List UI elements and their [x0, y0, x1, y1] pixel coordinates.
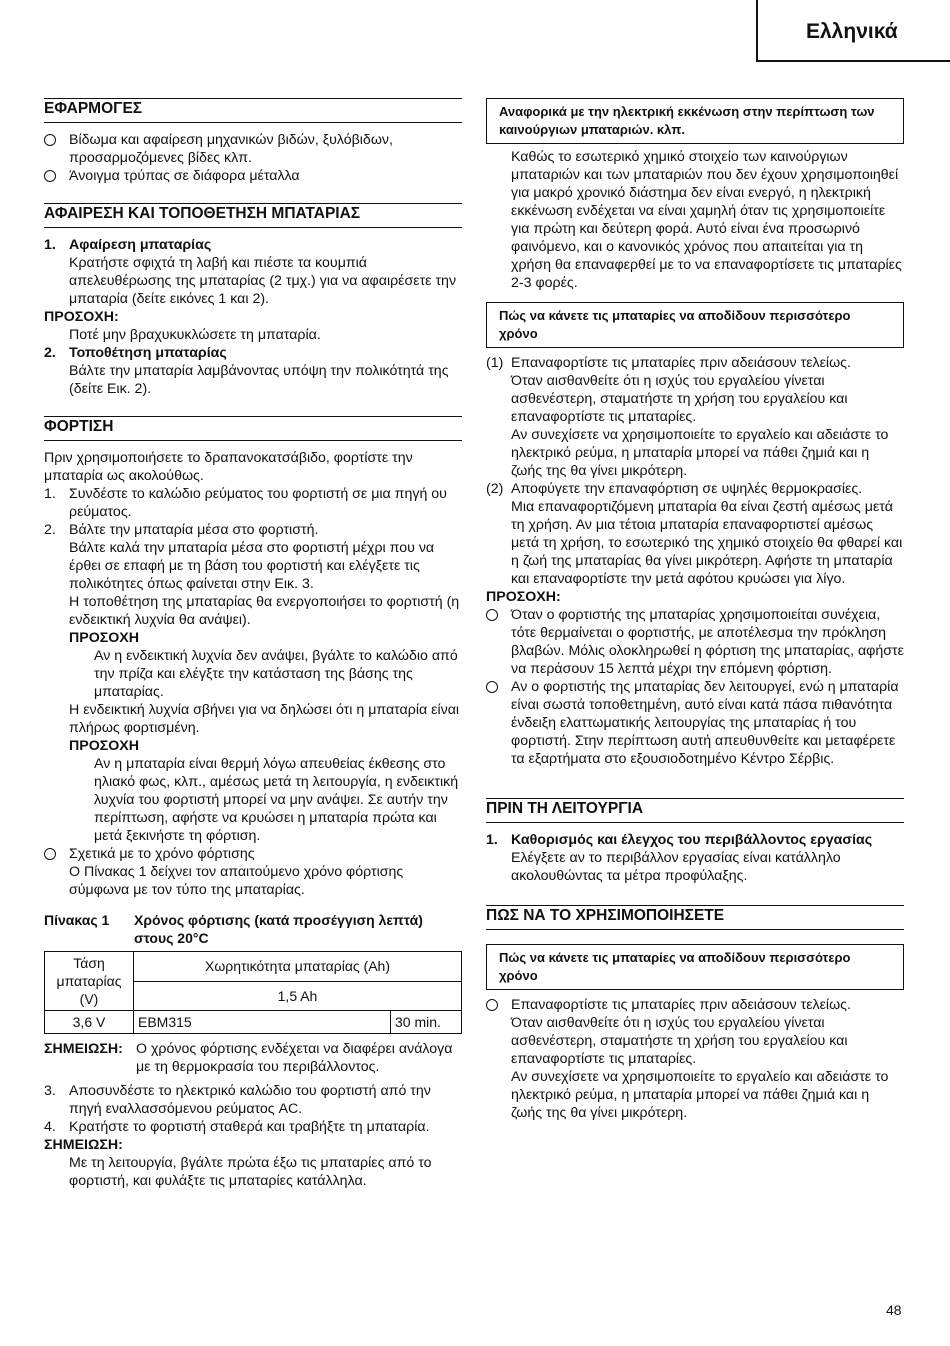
caution-label: ΠΡΟΣΟΧΗ — [69, 630, 140, 646]
paragraph: Καθώς το εσωτερικό χημικό στοιχείο των καινούργιων μπαταριών και των μπαταριών που δεν έχουν χρησιμοποιηθεί για μακρό χρονικό διάστημα δεν είναι ενεργό, η ηλεκτρική εκκένωση ενδέχεται να είναι χαμηλή όταν τις χρησιμοποιείτε για πρώτη και δεύτερη φορά. Αυτό είναι ένα προσωρινό φαινόμενο, και ο κανονικός χρόνος που απαιτείται για τη χρήση θα επαναφερθεί με το να επαναφορτίσετε τις μπαταρίες 2-3 φορές. — [511, 149, 902, 291]
table-cell: 3,6 V — [45, 1011, 134, 1034]
step-number: 4. — [44, 1119, 56, 1135]
step-number: 2. — [44, 345, 56, 361]
paragraph: Ποτέ μην βραχυκυκλώσετε τη μπαταρία. — [69, 327, 321, 343]
table-header-cell: Χωρητικότητα μπαταρίας (Ah) — [134, 952, 462, 982]
list-item: Σχετικά με το χρόνο φόρτισης — [44, 845, 462, 863]
paragraph: Βάλτε την μπαταρία λαμβάνοντας υπόψη την πολικότητά της (δείτε Εικ. 2). — [69, 363, 449, 397]
paragraph: Επαναφορτίστε τις μπαταρίες πριν αδειάσουν τελείως. — [511, 355, 851, 371]
paragraph: Πριν χρησιμοποιήσετε το δραπανοκατσάβιδο, φορτίστε την μπαταρία ως ακολούθως. — [44, 450, 413, 484]
subheading: Αφαίρεση μπαταρίας — [69, 237, 212, 253]
paragraph: Αν συνεχίσετε να χρησιμοποιείτε το εργαλείο και αδειάστε το ηλεκτρικό ρεύμα, η μπαταρία μπορεί να πάθει ζημιά και η ζωής της θα γίνει μικρότερη. — [511, 427, 889, 479]
section-how-to-use — [486, 905, 904, 1122]
section-battery — [44, 203, 462, 398]
paragraph: Επαναφορτίστε τις μπαταρίες πριν αδειάσουν τελείως. — [511, 997, 851, 1013]
subheading: Καθορισμός και έλεγχος του περιβάλλοντος εργασίας — [511, 832, 873, 848]
paragraph: Ο Πίνακας 1 δείχνει τον απαιτούμενο χρόνο φόρτισης σύμφωνα με τον τύπο της μπαταρίας. — [69, 864, 404, 898]
note-label: ΣΗΜΕΙΩΣΗ: — [44, 1137, 123, 1153]
section-title: ΑΦΑΙΡΕΣΗ ΚΑΙ ΤΟΠΟΘΕΤΗΣΗ ΜΠΑΤΑΡΙΑΣ — [44, 203, 462, 228]
page-number: 48 — [886, 1302, 902, 1318]
paragraph: Βάλτε καλά την μπαταρία μέσα στο φορτιστή μέχρι που να έρθει σε επαφή με τη βάση του φορτιστή και ελέγξετε τις πολικότητες όπως φαίνεται στην Εικ. 3. — [69, 540, 435, 592]
right-column — [486, 98, 904, 1122]
caution-label: ΠΡΟΣΟΧΗ: — [44, 309, 119, 325]
boxed-heading: Αναφορικά με την ηλεκτρική εκκένωση στην περίπτωση των καινούργιων μπαταριών. κλπ. — [486, 98, 904, 144]
charging-time-table — [44, 951, 462, 1034]
paragraph: Αν η ενδεικτική λυχνία δεν ανάψει, βγάλτε το καλώδιο από την πρίζα και ελέγξτε την κατάσταση της βάσης της μπαταρίας. — [94, 648, 458, 700]
paragraph: Αποφύγετε την επαναφόρτιση σε υψηλές θερμοκρασίες. — [511, 481, 863, 497]
paragraph: Μια επαναφορτιζόμενη μπαταρία θα είναι ζεστή αμέσως μετά τη χρήση. Αν μια τέτοια μπαταρία επαναφορτιστεί αμέσως μετά τη χρήση, το εσωτερικό της χημικό στοιχείο θα φθαρεί και η ζωή της μπαταρίας θα γίνει μικρότερη. Αφήστε τη μπαταρία και επαναφορτίστε την μετά αφότου κρυώσει για λίγο. — [511, 499, 903, 587]
section-title: ΕΦΑΡΜΟΓΕΣ — [44, 98, 462, 123]
paragraph: Η ενδεικτική λυχνία σβήνει για να δηλώσει ότι η μπαταρία είναι πλήρως φορτισμένη. — [69, 702, 460, 736]
paragraph: Ελέγξετε αν το περιβάλλον εργασίας είναι κατάλληλο ακολουθώντας τα μέτρα προφύλαξης. — [511, 850, 841, 884]
table-cell: EBM315 — [134, 1011, 391, 1034]
step-number: 2. — [44, 522, 56, 538]
language-tab: Ελληνικά — [756, 0, 950, 62]
section-prior-operation — [486, 798, 904, 885]
section-title: ΦΟΡΤΙΣΗ — [44, 416, 462, 441]
paragraph: Η τοποθέτηση της μπαταρίας θα ενεργοποιήσει το φορτιστή (η ενδεικτική λυχνία θα ανάψει). — [69, 594, 460, 628]
paragraph: Βάλτε την μπαταρία μέσα στο φορτιστή. — [69, 522, 319, 538]
table-title: Χρόνος φόρτισης (κατά προσέγγιση λεπτά) στους 20°C — [134, 912, 423, 946]
boxed-heading: Πώς να κάνετε τις μπαταρίες να αποδίδουν περισσότερο χρόνο — [486, 302, 904, 348]
left-column — [44, 98, 462, 1190]
caution-label: ΠΡΟΣΟΧΗ: — [486, 589, 561, 605]
paragraph: Αποσυνδέστε το ηλεκτρικό καλώδιο του φορτιστή από την πηγή εναλλασσόμενου ρεύματος AC. — [69, 1083, 431, 1117]
table-header-cell: 1,5 Ah — [134, 981, 462, 1011]
step-number: 1. — [486, 832, 498, 848]
section-charging — [44, 416, 462, 1190]
boxed-heading: Πώς να κάνετε τις μπαταρίες να αποδίδουν περισσότερο χρόνο — [486, 944, 904, 990]
paragraph: Κρατήστε σφιχτά τη λαβή και πιέστε τα κουμπιά απελευθέρωσης της μπαταρίας (2 τμχ.) για να αφαιρέσετε την μπαταρία (δείτε εικόνες 1 και 2). — [69, 255, 457, 307]
list-item: Βίδωμα και αφαίρεση μηχανικών βιδών, ξυλόβιδων, προσαρμοζόμενες βίδες κλπ. — [44, 131, 462, 167]
list-item: Όταν ο φορτιστής της μπαταρίας χρησιμοποιείται συνέχεια, τότε θερμαίνεται ο φορτιστής, με αποτέλεσμα την πρόκληση βλαβών. Μόλις ολοκληρωθεί η φόρτιση της μπαταρίας, αφήστε να περάσουν 15 λεπτά μέχρι την επόμενη φόρτιση. — [486, 606, 904, 678]
step-number: 1. — [44, 486, 56, 502]
section-applications — [44, 98, 462, 185]
note-label: ΣΗΜΕΙΩΣΗ: — [44, 1041, 123, 1057]
section-title: ΠΡΙΝ ΤΗ ΛΕΙΤΟΥΡΓΙΑ — [486, 798, 904, 823]
paragraph: Όταν αισθανθείτε ότι η ισχύς του εργαλείου γίνεται ασθενέστερη, σταματήστε τη χρήση του εργαλείου και επαναφορτίστε τις μπαταρίες. — [511, 1015, 848, 1067]
table-header-cell: Τάση μπαταρίας (V) — [45, 952, 134, 1011]
list-item: Αν ο φορτιστής της μπαταρίας δεν λειτουργεί, ενώ η μπαταρία είναι σωστά τοποθετημένη, αυτό είναι κατά πάσα πιθανότητα ένδειξη ελαττωματικής λειτουργίας της μπαταρίας ή του φορτιστή. Στην περίπτωση αυτή απευθυνθείτε και μεταφέρετε τα εξαρτήματα στο εξουσιοδοτημένο Κέντρο Σέρβις. — [486, 678, 904, 768]
step-number: 3. — [44, 1083, 56, 1099]
caution-label: ΠΡΟΣΟΧΗ — [69, 738, 140, 754]
subheading: Τοποθέτηση μπαταρίας — [69, 345, 227, 361]
list-item: Άνοιγμα τρύπας σε διάφορα μέταλλα — [44, 167, 462, 185]
list-item — [486, 996, 904, 1122]
table-caption — [44, 911, 462, 947]
step-number: 1. — [44, 237, 56, 253]
paragraph: Αν η μπαταρία είναι θερμή λόγω απευθείας έκθεσης στο ηλιακό φως, κλπ., αμέσως μετά τη λειτουργία, η ενδεικτική λυχνία του φορτιστή μπορεί να μην ανάψει. Σε αυτήν την περίπτωση, αφήστε να κρυώσει η μπαταρία πρώτα και μετά ξεκινήστε τη φόρτιση. — [94, 756, 459, 844]
paragraph: Συνδέστε το καλώδιο ρεύματος του φορτιστή σε μια πηγή ου ρεύματος. — [69, 486, 447, 520]
paragraph: Κρατήστε το φορτιστή σταθερά και τραβήξτε τη μπαταρία. — [69, 1119, 430, 1135]
table-label: Πίνακας 1 — [44, 912, 110, 928]
paragraph: Αν συνεχίσετε να χρησιμοποιείτε το εργαλείο και αδειάστε το ηλεκτρικό ρεύμα, η μπαταρία μπορεί να πάθει ζημιά και η ζωής της θα γίνει μικρότερη. — [511, 1069, 889, 1121]
paragraph: Με τη λειτουργία, βγάλτε πρώτα έξω τις μπαταρίες από το φορτιστή, και φυλάξτε τις μπαταρίες κατάλληλα. — [69, 1155, 432, 1189]
note-text: Ο χρόνος φόρτισης ενδέχεται να διαφέρει ανάλογα με τη θερμοκρασία του περιβάλλοντος. — [136, 1041, 453, 1075]
section-title: ΠΩΣ ΝΑ ΤΟ ΧΡΗΣΙΜΟΠΟΙΗΣΕΤΕ — [486, 905, 904, 930]
item-number: (1) — [486, 355, 504, 371]
table-cell: 30 min. — [391, 1011, 462, 1034]
item-number: (2) — [486, 481, 504, 497]
note — [44, 1040, 462, 1076]
paragraph: Όταν αισθανθείτε ότι η ισχύς του εργαλείου γίνεται ασθενέστερη, σταματήστε τη χρήση του εργαλείου και επαναφορτίστε τις μπαταρίες. — [511, 373, 848, 425]
